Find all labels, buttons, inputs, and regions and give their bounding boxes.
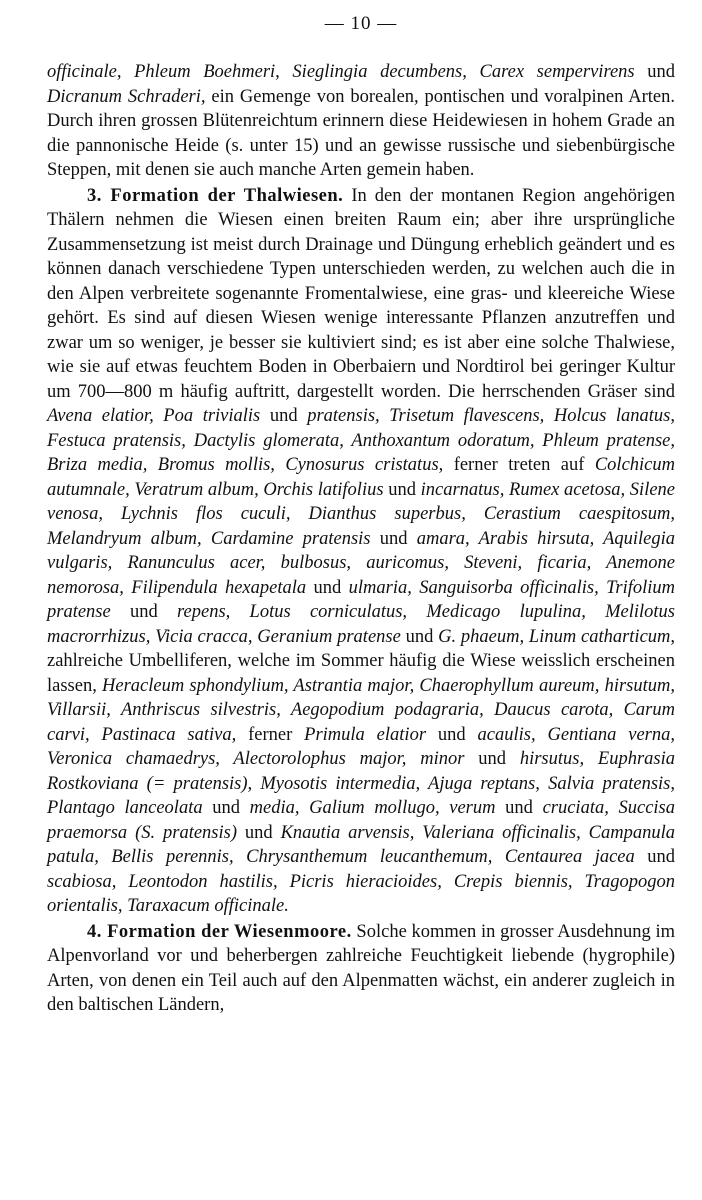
- species-names: officinale, Phleum Boehmeri, Sieglingia decumbens, Carex sempervirens: [47, 62, 635, 82]
- body-text: und: [370, 528, 417, 549]
- species-names: acaulis, Gentiana verna, Veronica chamaedrys, Alectorolophus major, minor: [47, 724, 675, 769]
- species-names: pratensis, Trisetum flavescens, Holcus lanatus, Festuca pratensis, Dactylis glomerata, Anthoxantum odoratum, Phleum pratense, Briza media, Bromus mollis, Cynosurus cristatus,: [47, 406, 676, 475]
- paragraph-meadow-moors: [47, 920, 675, 1018]
- species-names: Avena elatior, Poa trivialis: [47, 406, 261, 426]
- species-names: repens, Lotus corniculatus, Medicago lupulina, Melilotus macrorrhizus, Vicia cracca, Geranium pratense: [47, 602, 676, 647]
- species-names: G. phaeum, Linum catharticum,: [438, 626, 676, 647]
- section-heading-meadow-moors: 4. Formation der Wiesenmoore.: [87, 921, 352, 942]
- body-text: und: [306, 577, 349, 598]
- species-names: hirsutus, Euphrasia Rostkoviana (= pratensis), Myosotis intermedia, Ajuga reptans, Salvia pratensis, Plantago lanceolata: [47, 749, 676, 818]
- species-names: Heracleum sphondylium, Astrantia major, Chaerophyllum aureum, hirsutum, Villarsii, Anthriscus silvestris, Aegopodium podagraria, Daucus carota, Carum carvi, Pastinaca sativa,: [47, 675, 675, 745]
- body-text: und: [634, 847, 676, 867]
- species-names: ulmaria, Sanguisorba officinalis, Trifolium pratense: [47, 577, 676, 622]
- body-text: ein Gemenge von borealen, pontischen und voralpinen Arten. Durch ihren grossen Blütenreichtum erinnern diese Heidewiesen in hohem Grade an die pannonische Heide (s. unter 15) und an gewisse russische und siebenbürgische Steppen, mit denen sie auch manche Arten gemein haben.: [47, 86, 675, 180]
- body-text: In den der montanen Region angehörigen Thälern nehmen die Wiesen einen breiten Raum ein; aber ihre ursprüngliche Zusammensetzung ist meist durch Drainage und Düngung erheblich geändert und es können danach verschiedene Typen unterschieden werden, zu welchen auch die in den Alpen verbreitete sogenannte Fromentalwiese, eine gras- und kleereiche Wiese gehört. Es sind auf diesen Wiesen wenige interessante Pflanzen anzutreffen und zwar um so weniger, je besser sie kultiviert sind; es ist aber eine solche Thalwiese, wie sie auf etwas feuchtem Boden in Oberbaiern und Nordtirol bei geringer Kultur um 700—800 m häufig auftritt, dargestellt worden. Die herrschenden Gräser sind: [47, 185, 675, 402]
- species-names: Dicranum Schraderi,: [47, 86, 206, 107]
- body-text: und: [110, 602, 178, 622]
- paragraph-valley-meadows: [47, 184, 675, 919]
- body-text: ferner treten auf: [443, 455, 595, 475]
- species-names: Knautia arvensis, Valeriana officinalis, Campanula patula, Bellis perennis, Chrysanthemum leucanthemum, Centaurea jacea: [47, 822, 675, 867]
- species-names: amara, Arabis hirsuta, Aquilegia vulgaris, Ranunculus acer, bulbosus, auricomus, Steveni, ficaria, Anemone nemorosa, Filipendula hexapetala: [47, 528, 676, 598]
- paragraph-heath-meadows: [47, 60, 675, 183]
- species-names: Primula elatior: [304, 724, 427, 745]
- species-names: cruciata, Succisa praemorsa (S. pratensis): [47, 798, 676, 843]
- body-text: Solche kommen in grosser Ausdehnung im Alpenvorland vor und beherbergen zahlreiche Feuchtigkeit liebende (hygrophile) Arten, von denen ein Teil auch auf den Alpenmatten wächst, ein anderer zugleich in den baltischen Ländern,: [47, 921, 675, 1015]
- paragraph-body: [47, 186, 675, 917]
- page-number: — 10 —: [324, 13, 398, 34]
- body-text: und: [464, 749, 520, 769]
- body-text: und: [383, 479, 421, 500]
- body-text: und: [495, 798, 543, 818]
- body-text: und: [202, 798, 250, 818]
- species-names: scabiosa, Leontodon hastilis, Picris hieracioides, Crepis biennis, Tragopogon orientalis, Taraxacum officinale.: [47, 871, 675, 916]
- body-text: und: [260, 406, 308, 426]
- species-names: media, Galium mollugo, verum: [249, 798, 496, 818]
- body-text: und: [237, 822, 281, 843]
- species-names: incarnatus, Rumex acetosa, Silene venosa, Lychnis flos cuculi, Dianthus superbus, Cerastium caespitosum, Melandryum album, Cardamine pratensis: [47, 479, 676, 549]
- body-text: und: [426, 724, 478, 745]
- body-text: zahlreiche Umbelliferen, welche im Sommer häufig die Wiese weisslich erscheinen lassen,: [47, 651, 675, 696]
- section-heading-valley-meadows: 3. Formation der Thalwiesen.: [87, 185, 344, 206]
- body-text: und: [634, 62, 675, 82]
- species-names: Colchicum autumnale, Veratrum album, Orchis latifolius: [47, 455, 675, 500]
- body-text: ferner: [236, 724, 305, 745]
- body-text: und: [400, 626, 439, 647]
